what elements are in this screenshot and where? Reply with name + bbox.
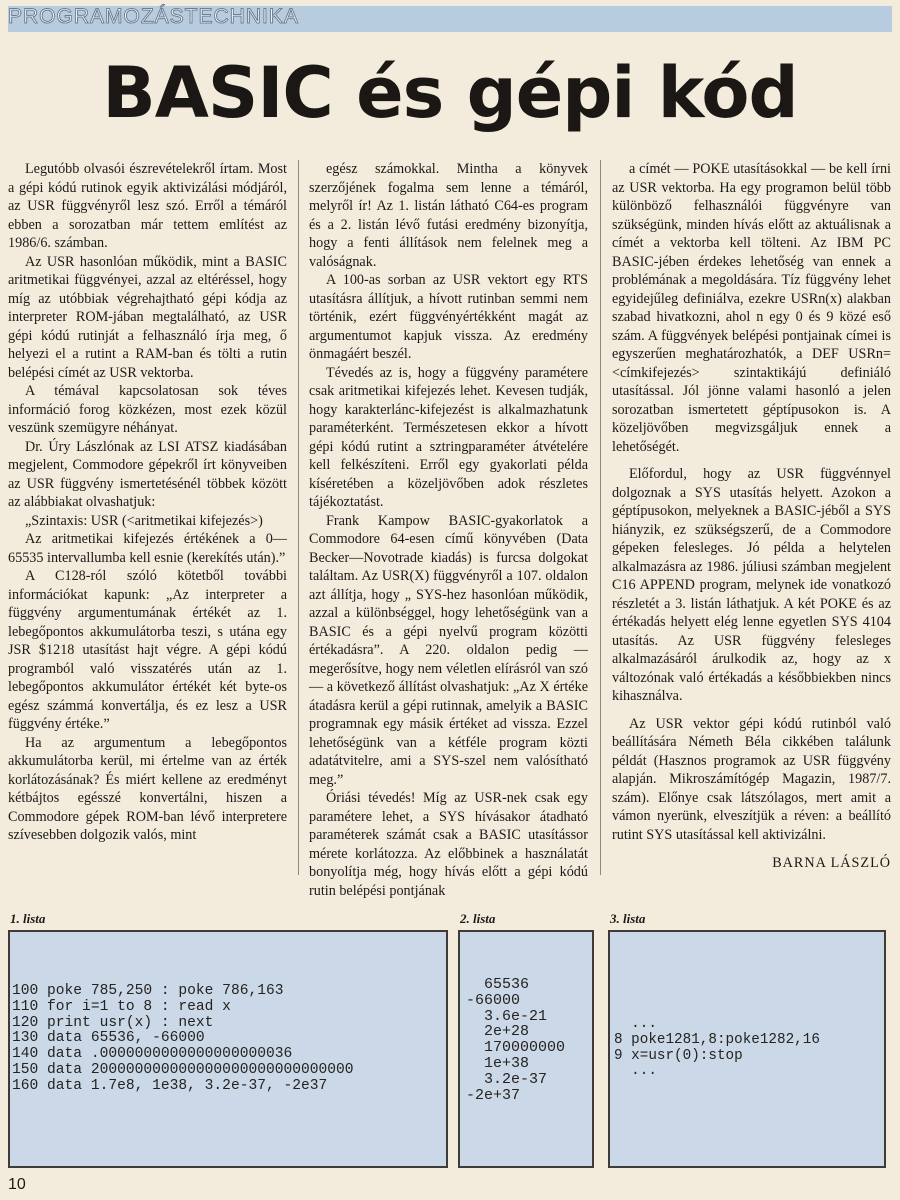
listing-2-code: 65536 -66000 3.6e-21 2e+28 170000000 1e+38 3.2e-37 -2e+37 <box>466 976 566 1104</box>
paragraph: Legutóbb olvasói észrevételekről írtam. Most a gépi kódú rutinok egyik aktivizálási módjáról, az USR függvényről lesz szó. Erről a témáról ebben a sorozatban már tettem említést az 1986/6. számban. <box>8 161 287 251</box>
author-byline: BARNA LÁSZLÓ <box>772 855 891 871</box>
listing-2-label: 2. lista <box>460 911 496 926</box>
quote-paragraph: „Szintaxis: USR (<aritmetikai kifejezés>) <box>25 512 263 529</box>
paragraph: A témával kapcsolatosan sok téves információ forog közkézen, most ezek közül veszünk szemügyre néhányat. <box>8 383 287 436</box>
paragraph: Dr. Úry Lászlónak az LSI ATSZ kiadásában megjelent, Commodore gépekről írt könyveiben az USR függvény ismertetésénél többek között az alábbiakat olvashatjuk: <box>8 438 287 510</box>
paragraph: Előfordul, hogy az USR függvénnyel dolgoznak a SYS utasítás helyett. Azokon a géptípusokon, melyeknek a BASIC-jéből a SYS hiányzik, ez szükségszerű, de a Commodore gépeken felesleges. Jó példa a helytelen alkalmazásra az 1986. júliusi számban megjelent C16 APPEND program, melynek ide vonatkozó részletét a 3. listán láthatjuk. A két POKE és az értékadás helyett elég lenne egyetlen SYS 4104 utasítás. Az USR függvény felesleges alkalmazásáról árulkodik az, hogy az x változónak való értékadás a későbbiekben nincs kihasználva. <box>612 466 891 704</box>
paragraph: egész számokkal. Mintha a könyvek szerzőjének fogalma sem lenne a témáról, melyről ír! Az 1. listán látható C64-es program és a 2. listán lévő futási eredmény bizonyítja, hogy a fenti állítások nem felelnek meg a valóságnak. <box>309 161 588 270</box>
paragraph: A 100-as sorban az USR vektort egy RTS utasításra állítjuk, a hívott rutinban semmi nem történik, ezért függvényértékként magát az argumentumot kapjuk vissza. Az eredmény önmagáért beszél. <box>309 272 588 362</box>
section-label: PROGRAMOZÁSTECHNIKA <box>8 5 299 28</box>
page-number: 10 <box>8 1176 26 1193</box>
listing-1-code: 100 poke 785,250 : poke 786,163 110 for i=1 to 8 : read x 120 print usr(x) : next 130 data 65536, -66000 140 data .0000000000000000000036 150 data 200000000000000000000000000000 160 data 1.7e8, 1e38, 3.2e-37, -2e37 <box>12 983 354 1094</box>
listing-1-box <box>8 930 448 1168</box>
paragraph: Tévedés az is, hogy a függvény paramétere csak aritmetikai kifejezés lehet. Kevesen tudják, hogy karakterlánc-kifejezést is alkalmazhatunk paraméterként. Természetesen ekkor a hívott gépi kódú rutint a sztringparaméter átvételére kell felkészíteni. Erről egy gyakorlati példa kíséretében a közeljövőben adok részletes tájékoztatást. <box>309 364 588 510</box>
column-divider <box>298 160 299 875</box>
listing-2-box <box>458 930 594 1168</box>
listing-3-box <box>608 930 886 1168</box>
column-divider <box>600 160 601 875</box>
paragraph: Az USR hasonlóan működik, mint a BASIC aritmetikai függvényei, azzal az eltéréssel, hogy míg az utóbbiak végrehajtható gépi kódja az interpreter ROM-jában megtalálható, az USR gépi kódú rutinját a felhasználó írja meg, ő helyezi el a rutint a RAM-ban és tölti a rutin belépési címét az USR vektorba. <box>8 253 287 381</box>
listing-1-label: 1. lista <box>10 911 46 926</box>
paragraph: A C128-ról szóló kötetből további információkat kapunk: „Az interpreter a függvény argumentumának értékét az 1. lebegőpontos akkumulátorba teszi, s utána egy JSR $1218 utasítást hajt végre. A gépi kódú programból való visszatérés után az 1. lebegőpontos akkumulátor értékét két byte-os egész számmá konvertálja, és ez lesz a USR függvény értéke.” <box>8 568 287 732</box>
quote-paragraph: Az aritmetikai kifejezés értékének a 0—65535 intervallumba kell esnie (kerekítés után).” <box>8 531 287 566</box>
listing-3-label: 3. lista <box>610 911 646 926</box>
paragraph: Az USR vektor gépi kódú rutinból való beállítására Németh Béla cikkében találunk példát (Hasznos programok az USR függvény alapján. Mikroszámítógép Magazin, 1987/7. szám). Előnye csak látszólagos, mert amit a vámon nyerünk, elveszítjük a réven: a beállító rutint SYS utasítással kell aktivizálni. <box>612 715 891 843</box>
paragraph: Frank Kampow BASIC-gyakorlatok a Commodore 64-esen című könyvében (Data Becker—Novotrade kiadás) is furcsa dolgokat találtam. Az USR(X) függvényről a 107. oldalon azt állítja, hogy „ SYS-hez hasonlóan működik, azzal a különbséggel, hogy lehetőségünk van a BASIC és a gépi nyelvű program közötti értékadásra”. A 220. oldalon pedig — megerősítve, hogy nem véletlen elírásról van szó — a következő állítást olvashatjuk: „Az X értéke átadásra kerül a gépi rutinnak, amelyik a BASIC programnak egy másik értéket ad vissza. Ezzel lehetőségünk van a kétféle program közti adatátvitelre, ami a SYS-szel nem valósítható meg.” <box>309 512 588 788</box>
paragraph: Ha az argumentum a lebegőpontos akkumulátorba kerül, mi értelme van az érték korlátozásának? És miért kellene az eredményt kétbájtos egésszé konvertálni, hiszen a Commodore gépek ROM-ban lévő interpretere szívesebben dolgozik valós, mint <box>8 734 287 843</box>
paragraph: Óriási tévedés! Míg az USR-nek csak egy paramétere lehet, a SYS hívásakor átadható paraméterek számát csak a BASIC utasítássor mérete korlátozza. Az előbbinek a használatát bonyolítja még, hogy hívás előtt a gépi kódú rutin belépési pontjának <box>309 790 588 899</box>
paragraph: a címét — POKE utasításokkal — be kell írni az USR vektorba. Ha egy programon belül több különböző felhasználói függvényre van szükségünk, minden hívás előtt az aktuálisnak a címét a vektorba kell tölteni. Az IBM PC BASIC-jében érdekes lehetőség van ennek a problémának a megoldására. Tíz függvény lehet egyidejűleg definiálva, ezekre USRn(x) alakban szabad hivatkozni, ahol n egy 0 és 9 közé eső szám. A függvények belépési pontjainak címei is egyszerűen meghatározhatók, a DEF USRn=<címkifejezés> szintaktikájú definiáló utasítással. Jól jönne valami hasonló a jelen sorozatban ismertetett géptípusokon is. A közeljövőben megvizsgáljuk ennek a lehetőségét. <box>612 161 891 455</box>
article-column-2 <box>309 160 588 899</box>
article-title: BASIC és gépi kód <box>102 52 798 134</box>
listing-3-code: ... 8 poke1281,8:poke1282,16 9 x=usr(0):stop ... <box>614 1016 820 1080</box>
article-column-3 <box>612 160 891 880</box>
article-column-1 <box>8 160 287 880</box>
